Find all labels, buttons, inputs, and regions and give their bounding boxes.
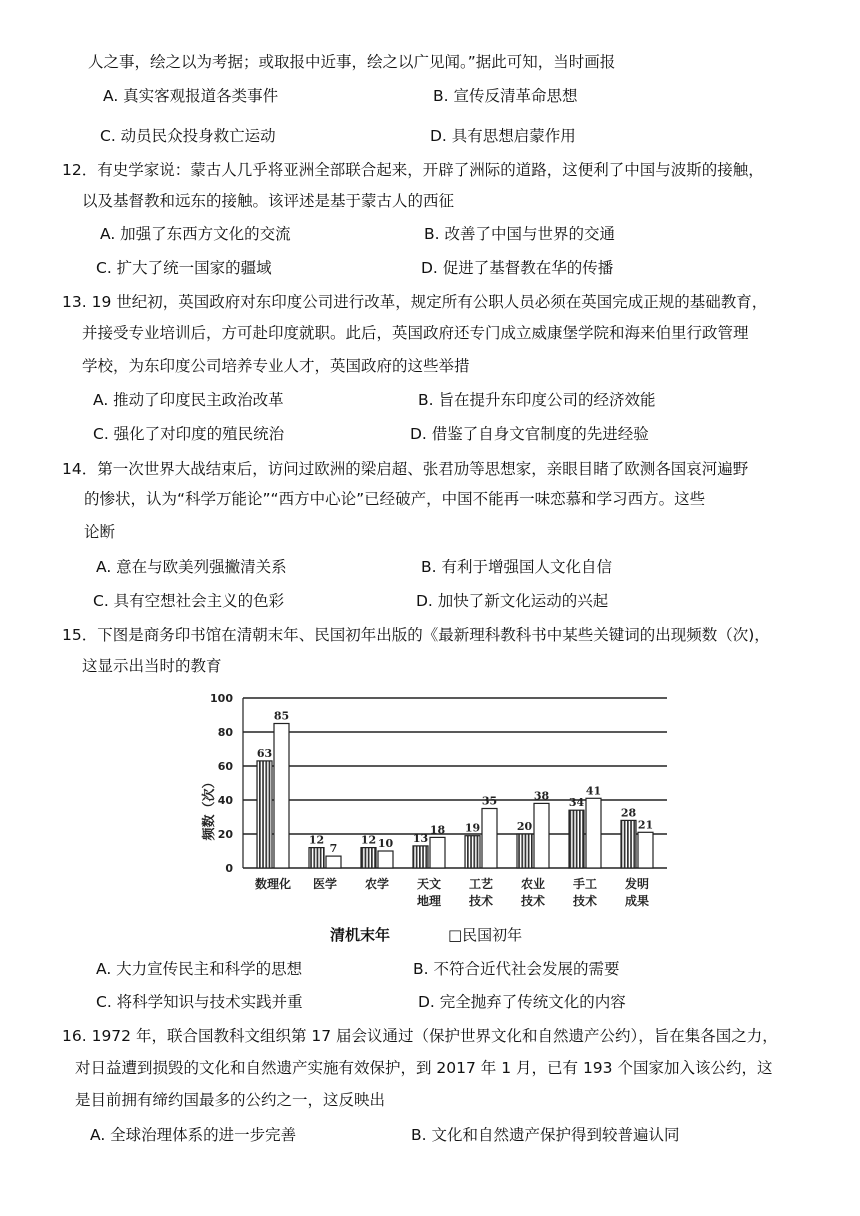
q11-option-b: B. 宣传反清革命思想 bbox=[433, 87, 578, 105]
x-category-label: 数理化 bbox=[254, 877, 292, 891]
q16-stem-line1: 16. 1972 年，联合国教科文组织第 17 届会议通过（保护世界文化和自然遗产公约），旨在集各国之力， bbox=[62, 1027, 778, 1045]
x-category-label: 地理 bbox=[416, 894, 442, 908]
x-category-label: 天文 bbox=[416, 877, 442, 891]
data-label: 35 bbox=[481, 794, 498, 808]
data-label: 20 bbox=[516, 820, 533, 833]
bar-minguo-0 bbox=[274, 724, 289, 869]
data-label: 12 bbox=[308, 833, 325, 847]
data-label: 19 bbox=[464, 821, 481, 835]
keyword-frequency-chart bbox=[195, 688, 675, 916]
q11-option-d: D. 具有思想启蒙作用 bbox=[430, 127, 576, 145]
data-label: 21 bbox=[637, 818, 654, 832]
y-tick-label: 100 bbox=[210, 692, 233, 705]
x-category-label: 技术 bbox=[520, 894, 546, 908]
x-category-label: 农业 bbox=[520, 877, 546, 891]
x-category-label: 手工 bbox=[572, 877, 598, 891]
x-category-label: 农学 bbox=[364, 877, 390, 891]
q13-stem-line3: 学校，为东印度公司培养专业人才，英国政府的这些举措 bbox=[82, 357, 470, 375]
bar-qing-4 bbox=[465, 836, 480, 868]
bar-minguo-3 bbox=[430, 837, 445, 868]
q14-option-b: B. 有利于增强国人文化自信 bbox=[421, 558, 612, 576]
bar-minguo-1 bbox=[326, 856, 341, 868]
y-tick-label: 0 bbox=[225, 862, 233, 875]
q12-option-c: C. 扩大了统一国家的疆域 bbox=[96, 259, 272, 277]
x-category-label: 发明 bbox=[624, 877, 650, 891]
data-label: 38 bbox=[533, 789, 550, 803]
bar-qing-7 bbox=[621, 820, 636, 868]
q15-option-a: A. 大力宣传民主和科学的思想 bbox=[96, 960, 303, 978]
legend-label-series-2: □民国初年 bbox=[448, 926, 523, 944]
y-tick-label: 80 bbox=[217, 726, 233, 739]
bar-qing-5 bbox=[517, 834, 532, 868]
q12-option-b: B. 改善了中国与世界的交通 bbox=[424, 225, 615, 243]
bar-qing-6 bbox=[569, 810, 584, 868]
q14-option-a: A. 意在与欧美列强撇清关系 bbox=[96, 558, 287, 576]
q13-stem-line1: 13. 19 世纪初，英国政府对东印度公司进行改革，规定所有公职人员必须在英国完成正规的基础教育， bbox=[62, 293, 768, 311]
bar-minguo-6 bbox=[586, 798, 601, 868]
data-label: 12 bbox=[360, 833, 377, 847]
y-tick-label: 60 bbox=[217, 760, 233, 773]
x-category-label: 成果 bbox=[624, 894, 650, 908]
data-label: 7 bbox=[329, 842, 338, 856]
q15-stem-line2: 这显示出当时的教育 bbox=[82, 657, 222, 675]
q14-stem-line1: 14．第一次世界大战结束后，访问过欧洲的梁启超、张君劢等思想家，亲眼目睹了欧测各国哀河遍野 bbox=[62, 460, 749, 478]
y-tick-label: 20 bbox=[217, 828, 233, 841]
data-label: 41 bbox=[585, 784, 602, 798]
data-label: 13 bbox=[412, 831, 429, 845]
x-category-label: 医学 bbox=[312, 877, 338, 891]
q13-option-a: A. 推动了印度民主政治改革 bbox=[93, 391, 284, 409]
x-category-label: 技术 bbox=[468, 894, 494, 908]
legend-label-series-1: 清机末年 bbox=[330, 926, 391, 944]
bar-minguo-4 bbox=[482, 809, 497, 869]
q12-stem-line2: 以及基督教和远东的接触。该评述是基于蒙古人的西征 bbox=[82, 192, 455, 210]
y-tick-label: 40 bbox=[217, 794, 233, 807]
bar-qing-0 bbox=[257, 761, 272, 868]
bar-minguo-5 bbox=[534, 803, 549, 868]
q15-option-d: D. 完全抛弃了传统文化的内容 bbox=[418, 993, 626, 1011]
q15-stem-line1: 15．下图是商务印书馆在清朝末年、民国初年出版的《最新理科教科书中某些关键词的出现频数（次)， bbox=[62, 626, 770, 644]
q14-option-d: D. 加快了新文化运动的兴起 bbox=[416, 592, 609, 610]
data-label: 85 bbox=[273, 709, 290, 723]
data-label: 10 bbox=[377, 837, 394, 850]
q13-option-c: C. 强化了对印度的殖民统治 bbox=[93, 425, 285, 443]
q12-option-a: A. 加强了东西方文化的交流 bbox=[100, 225, 291, 243]
bar-qing-1 bbox=[309, 848, 324, 868]
q16-option-a: A. 全球治理体系的进一步完善 bbox=[90, 1126, 297, 1144]
q13-option-b: B. 旨在提升东印度公司的经济效能 bbox=[418, 391, 656, 409]
data-label: 63 bbox=[256, 746, 273, 760]
q13-stem-line2: 并接受专业培训后，方可赴印度就职。此后，英国政府还专门成立威康堡学院和海来伯里行政管理 bbox=[82, 324, 749, 342]
x-category-label: 技术 bbox=[572, 894, 598, 908]
data-label: 18 bbox=[429, 823, 446, 837]
q15-option-b: B. 不符合近代社会发展的需要 bbox=[413, 960, 620, 978]
q11-stem-continuation: 人之事，绘之以为考据；或取报中近事，绘之以广见闻。”据此可知，当时画报 bbox=[88, 53, 616, 71]
q11-option-a: A. 真实客观报道各类事件 bbox=[103, 87, 279, 105]
bar-qing-3 bbox=[413, 846, 428, 868]
legend-series-2 bbox=[448, 924, 522, 946]
q16-stem-line2: 对日益遭到损毁的文化和自然遗产实施有效保护，到 2017 年 1 月，已有 193 个国家加入该公约，这 bbox=[75, 1059, 773, 1077]
q12-stem-line1: 12．有史学家说：蒙古人几乎将亚洲全部联合起来，开辟了洲际的道路，这便利了中国与波斯的接触， bbox=[62, 161, 764, 179]
data-label: 34 bbox=[568, 796, 585, 810]
bar-qing-2 bbox=[361, 848, 376, 868]
q14-option-c: C. 具有空想社会主义的色彩 bbox=[93, 592, 285, 610]
q14-stem-line3: 论断 bbox=[84, 523, 116, 541]
q16-option-b: B. 文化和自然遗产保护得到较普遍认同 bbox=[411, 1126, 680, 1144]
q15-option-c: C. 将科学知识与技术实践并重 bbox=[96, 993, 303, 1011]
data-label: 28 bbox=[620, 806, 637, 820]
q11-option-c: C. 动员民众投身救亡运动 bbox=[100, 127, 276, 145]
q16-stem-line3: 是目前拥有缔约国最多的公约之一，这反映出 bbox=[75, 1091, 386, 1109]
bar-minguo-7 bbox=[638, 832, 653, 868]
q13-option-d: D. 借鉴了自身文官制度的先进经验 bbox=[410, 425, 649, 443]
x-category-label: 工艺 bbox=[468, 877, 494, 891]
q12-option-d: D. 促进了基督教在华的传播 bbox=[421, 259, 614, 277]
legend-series-1 bbox=[330, 924, 390, 946]
bar-minguo-2 bbox=[378, 851, 393, 868]
q14-stem-line2: 的惨状，认为“科学万能论”“西方中心论”已经破产，中国不能再一味恋慕和学习西方。这些 bbox=[84, 490, 706, 508]
y-axis-label: 频数（次） bbox=[202, 775, 217, 841]
